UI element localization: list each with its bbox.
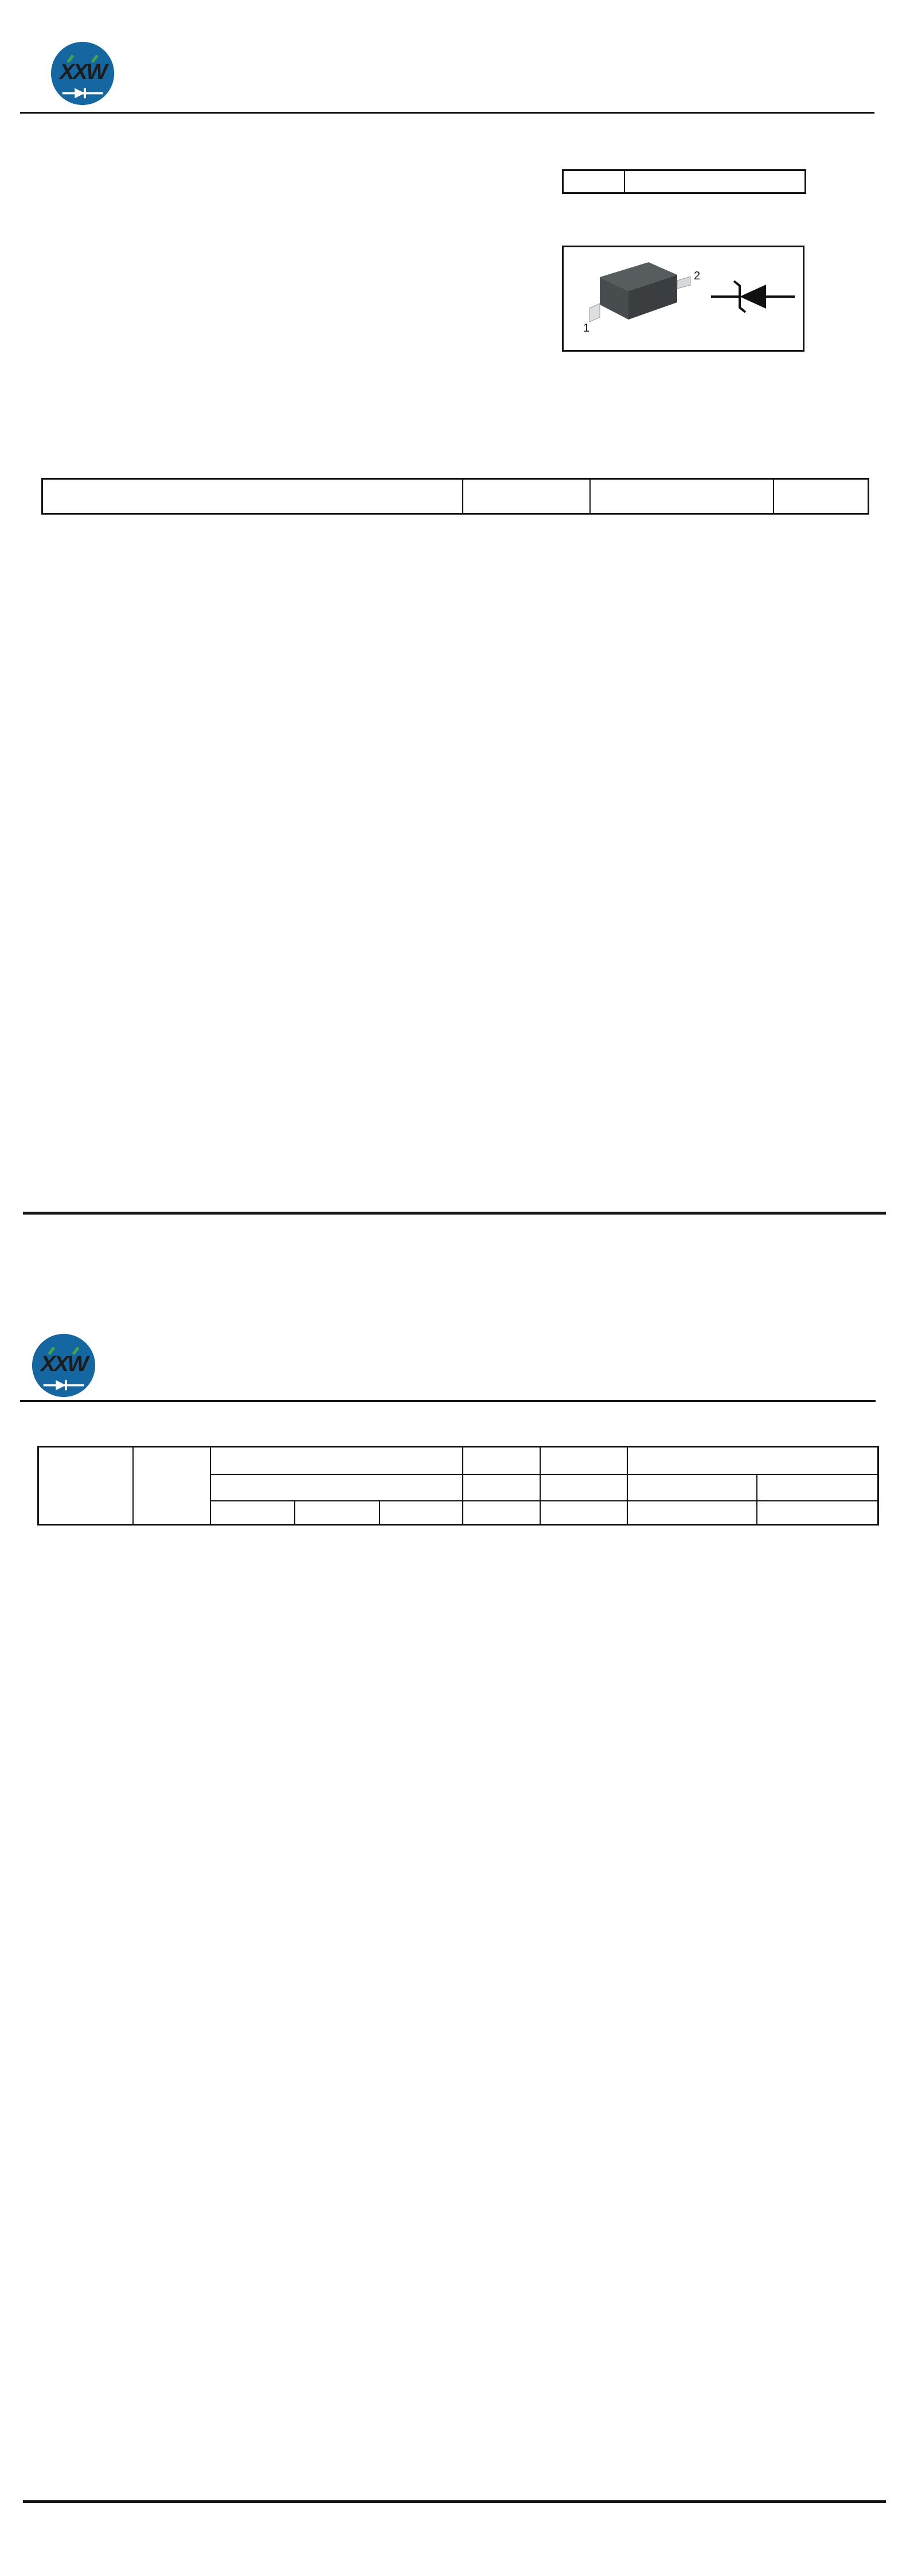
table-row	[42, 479, 869, 514]
fig1-power-derating-chart	[132, 753, 453, 994]
col-header-type	[38, 1447, 133, 1525]
col-header-min	[210, 1501, 295, 1525]
company-logo	[49, 39, 116, 108]
svg-text:XXW: XXW	[40, 1351, 87, 1376]
col-header-vzt	[210, 1474, 463, 1501]
col-header-symbol	[463, 479, 590, 514]
col-header-parameter	[42, 479, 463, 514]
col-header-max	[380, 1501, 463, 1525]
svg-text:XXW: XXW	[59, 59, 106, 84]
col-group-dynamic-impedance	[540, 1447, 627, 1475]
col-group-reverse-current	[627, 1447, 878, 1475]
col-header-marking	[133, 1447, 210, 1525]
characteristics-table	[37, 1446, 879, 1526]
col-header-izt	[463, 1474, 540, 1501]
footer-rule	[23, 2500, 886, 2503]
table-row	[38, 1447, 878, 1475]
col-header-v	[757, 1501, 878, 1525]
col-header-nom	[295, 1501, 380, 1525]
col-header-zzt	[540, 1474, 627, 1501]
col-header-max-ohm	[540, 1501, 627, 1525]
header-rule	[20, 112, 874, 114]
pin1-label: 1	[583, 322, 590, 334]
fig2-thermal-impedance-chart	[486, 753, 830, 994]
col-group-zener-voltage	[210, 1447, 463, 1475]
col-group-spacer	[463, 1447, 540, 1475]
col-header-max-ua	[627, 1501, 757, 1525]
abs-max-table	[41, 478, 869, 515]
zener-diode-symbol-icon	[710, 279, 796, 314]
company-logo	[30, 1331, 97, 1400]
description-col-header	[624, 170, 806, 193]
package-outline-box	[562, 246, 804, 352]
col-header-ir	[627, 1474, 757, 1501]
header-rule	[20, 1400, 876, 1402]
footer-rule	[23, 1212, 886, 1215]
pin2-label: 2	[694, 270, 701, 282]
pin-col-header	[563, 170, 624, 193]
col-header-value	[590, 479, 774, 514]
col-header-vr	[757, 1474, 878, 1501]
sod123-package-drawing	[574, 255, 703, 336]
pinning-table	[562, 169, 806, 194]
table-row	[563, 170, 806, 193]
col-header-unit	[774, 479, 869, 514]
col-header-ma	[463, 1501, 540, 1525]
